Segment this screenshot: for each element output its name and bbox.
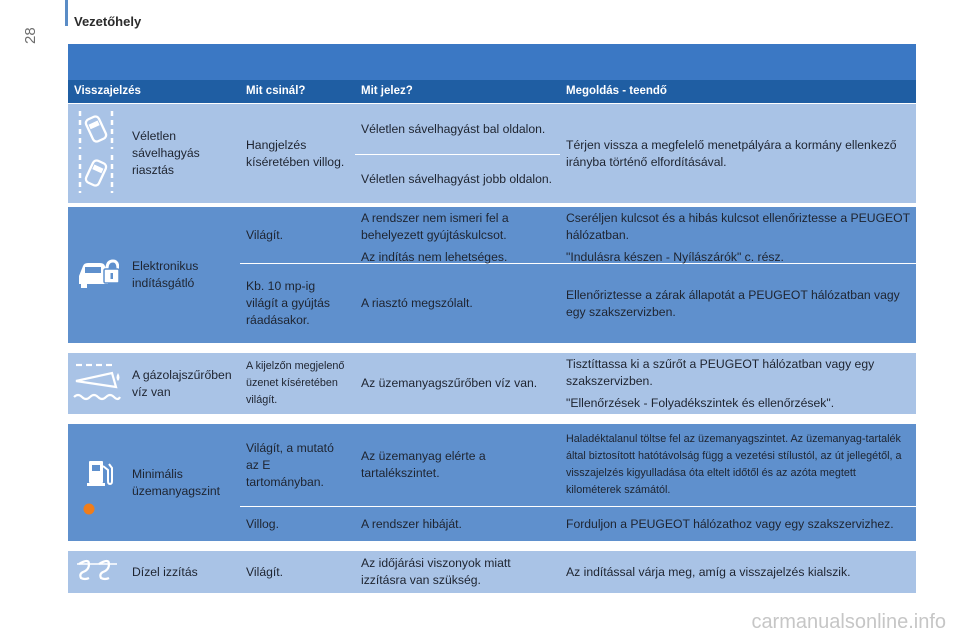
indicator-glow-plug: Dízel izzítás (126, 551, 240, 593)
solution-immobiliser-on (560, 207, 916, 263)
section-title: Vezetőhely (74, 14, 142, 29)
watermark: carmanualsonline.info (751, 611, 946, 633)
solution-replace-key: Cseréljen kulcsot és a hibás kulcsot ellenőriztesse a PEUGEOT hálózatban. (566, 211, 910, 242)
action-water-in-diesel: A kijelzőn megjelenő üzenet kíséretében világít. (240, 353, 355, 414)
solution-contact-network: Forduljon a PEUGEOT hálózathoz vagy egy szakszervizhez. (560, 507, 916, 541)
action-low-fuel-on: Világít, a mutató az E tartományban. (240, 424, 355, 506)
water-in-diesel-icon-cell (68, 353, 126, 414)
meaning-alarm-triggered: A riasztó megszólalt. (355, 264, 560, 343)
indicator-low-fuel: Minimális üzemanyagszint (126, 424, 240, 541)
glow-plug-icon (75, 558, 119, 587)
fuel-icon-cell (68, 424, 126, 541)
meaning-system-fault: A rendszer hibáját. (355, 507, 560, 541)
header-meaning: Mit jelez? (355, 80, 560, 103)
action-low-fuel-flash: Villog. (240, 507, 355, 541)
solution-wait-light-off: Az indítással várja meg, amíg a visszajelzés kialszik. (560, 551, 916, 593)
meaning-key-not-recognised: A rendszer nem ismeri fel a behelyezett gyújtáskulcsot. (361, 211, 509, 242)
indicator-water-in-diesel: A gázolajszűrőben víz van (126, 353, 240, 414)
meaning-water-in-filter: Az üzemanyagszűrőben víz van. (355, 353, 560, 414)
meaning-immobiliser-on (355, 207, 560, 263)
page-number: 28 (22, 27, 39, 44)
glow-plug-icon-cell (68, 551, 126, 593)
header-indicator: Visszajelzés (68, 80, 240, 103)
solution-clean-filter: Tisztíttassa ki a szűrőt a PEUGEOT hálózatban vagy egy szakszervizben. (566, 357, 875, 388)
solution-see-section: "Indulásra készen - Nyílászárók" c. rész. (566, 250, 784, 264)
immobiliser-icon-cell (68, 207, 126, 343)
action-immobiliser-alarm: Kb. 10 mp-ig világít a gyújtás ráadásakor. (240, 264, 355, 343)
header-action: Mit csinál? (240, 80, 355, 103)
action-lane-departure: Hangjelzés kíséretében villog. (240, 104, 355, 203)
section-accent-bar (65, 0, 68, 26)
solution-lane-departure: Térjen vissza a megfelelő menetpályára a kormány ellenkező irányba történő elfordításával. (560, 104, 916, 203)
meaning-preheat-needed: Az időjárási viszonyok miatt izzításra van szükség. (355, 551, 560, 593)
immobiliser-car-lock-icon (75, 256, 119, 295)
action-immobiliser-on: Világít. (240, 207, 355, 263)
indicator-lane-departure: Véletlen sávelhagyás riasztás (126, 104, 240, 203)
solution-refuel: Haladéktalanul töltse fel az üzemanyagszintet. Az üzemanyag-tartalék által biztosított hatótávolság függ a vezetési stílustól, az út jellegétől, a visszajelzés kigyulladása óta eltelt időtől és az azóta megtett kilométerek számától. (560, 424, 916, 506)
lane-departure-icon-cell (68, 104, 126, 203)
table-banner (68, 44, 916, 80)
meaning-reserve-level: Az üzemanyag elérte a tartalékszintet. (355, 424, 560, 506)
solution-check-locks: Ellenőriztesse a zárak állapotát a PEUGEOT hálózatban vagy egy szakszervizben. (560, 264, 916, 343)
header-solution: Megoldás - teendő (560, 80, 916, 103)
water-in-diesel-icon (72, 359, 122, 408)
meaning-lane-right: Véletlen sávelhagyást jobb oldalon. (355, 155, 560, 203)
meaning-start-impossible: Az indítás nem lehetséges. (361, 250, 508, 264)
indicator-immobiliser: Elektronikus indításgátló (126, 207, 240, 343)
fuel-pump-icon (75, 435, 119, 530)
lane-departure-icon (74, 107, 120, 200)
meaning-lane-left: Véletlen sávelhagyást bal oldalon. (355, 104, 560, 154)
solution-see-checks: "Ellenőrzések - Folyadékszintek és ellenőrzések". (566, 396, 835, 410)
solution-water-in-diesel (560, 353, 916, 414)
action-glow-plug: Világít. (240, 551, 355, 593)
